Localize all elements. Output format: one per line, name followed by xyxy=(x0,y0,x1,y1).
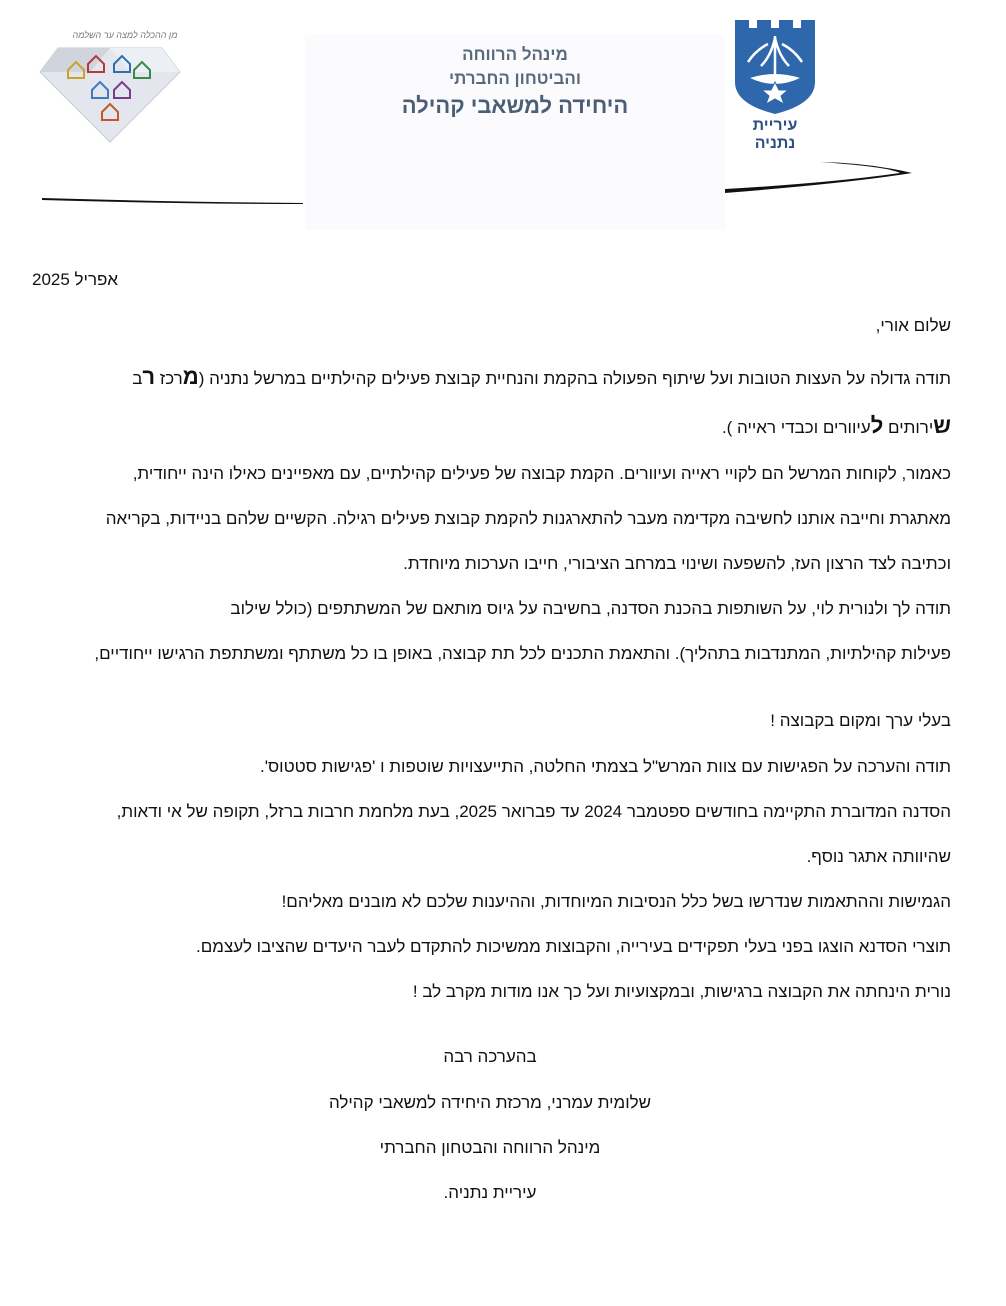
signer-city: עיריית נתניה. xyxy=(443,1183,537,1202)
signer-department: מינהל הרווחה והבטחון החברתי xyxy=(379,1138,601,1157)
paragraph-line: בעלי ערך ומקום בקבוצה ! xyxy=(770,711,951,730)
paragraph-line: תודה והערכה על הפגישות עם צוות המרש"ל בצמתי החלטה, התייעצויות שוטפות ו 'פגישות סטטוס'. xyxy=(260,757,951,776)
closing: בהערכה רבה xyxy=(443,1047,537,1066)
paragraph-line: וכתיבה לצד הרצון העז, להשפעה ושינוי במרחב הציבורי, חייבו הערכות מיוחדת. xyxy=(403,554,951,573)
paragraph-line: כאמור, לקוחות המרשל הם לקויי ראייה ועיוורים. הקמת קבוצה של פעילים קהילתיים, עם מאפיינים כאילו הינה ייחודית, xyxy=(132,464,951,483)
decorative-swoosh xyxy=(30,155,920,215)
unit-name: היחידה למשאבי קהילה xyxy=(401,93,629,118)
department-line2: והביטחון החברתי xyxy=(448,69,582,88)
signer-name-title: שלומית עמרני, מרכזת היחידה למשאבי קהילה xyxy=(328,1093,652,1112)
paragraph-line: תודה לך ולנורית לוי, על השותפות בהכנת הסדנה, בחשיבה על גיוס מותאם של המשתתפים (כולל שילוב xyxy=(230,599,951,618)
paragraph-line: הסדנה המדוברת התקיימה בחודשים ספטמבר 2024 עד פברואר 2025, בעת מלחמת חרבות ברזל, תקופה של אי ודאות, xyxy=(116,802,951,821)
letter-date: אפריל 2025 xyxy=(32,270,119,289)
city-name-label: עיריית נתניה xyxy=(752,117,798,152)
paragraph-line: פעילות קהילתיות, המתנדבות בתהליך). והתאמת התכנים לכל תת קבוצה, באופן בו כל משתתף ומשתתפת הרגישו ייחודיים, xyxy=(94,644,951,663)
welfare-program-logo xyxy=(30,20,190,150)
paragraph-line: שהיוותה אתגר נוסף. xyxy=(806,847,951,866)
paragraph-line: נורית הינחתה את הקבוצה ברגישות, ובמקצועיות ועל כך אנו מודות מקרב לב ! xyxy=(412,982,951,1001)
paragraph-line: הגמישות וההתאמות שנדרשו בשל כלל הנסיבות המיוחדות, וההיענות שלכם לא מובנים מאליהם! xyxy=(281,892,951,911)
paragraph-line: מאתגרת וחייבה אותנו לחשיבה מקדימה מעבר להתארגנות להקמת קבוצת פעילים רגילה. הקשיים שלהם בניידות, בקריאה xyxy=(105,509,951,528)
department-line1: מינהל הרווחה xyxy=(462,45,568,64)
paragraph-line: תוצרי הסדנא הוצגו בפני בעלי תפקידים בעירייה, והקבוצות ממשיכות להתקדם לעבר היעדים שהציבו לעצמם. xyxy=(196,937,951,956)
greeting: שלום אורי, xyxy=(875,316,951,335)
paragraph-line: שירותים לעיוורים וכבדי ראייה ). xyxy=(721,413,951,438)
paragraph-line: תודה גדולה על העצות הטובות ועל שיתוף הפעולה בהקמת והנחיית קבוצת פעילים קהילתיים במרשל נתניה (מרכז רב xyxy=(132,364,951,389)
logo-caption: מן ההכלה למצה ער השלמה xyxy=(72,30,178,40)
